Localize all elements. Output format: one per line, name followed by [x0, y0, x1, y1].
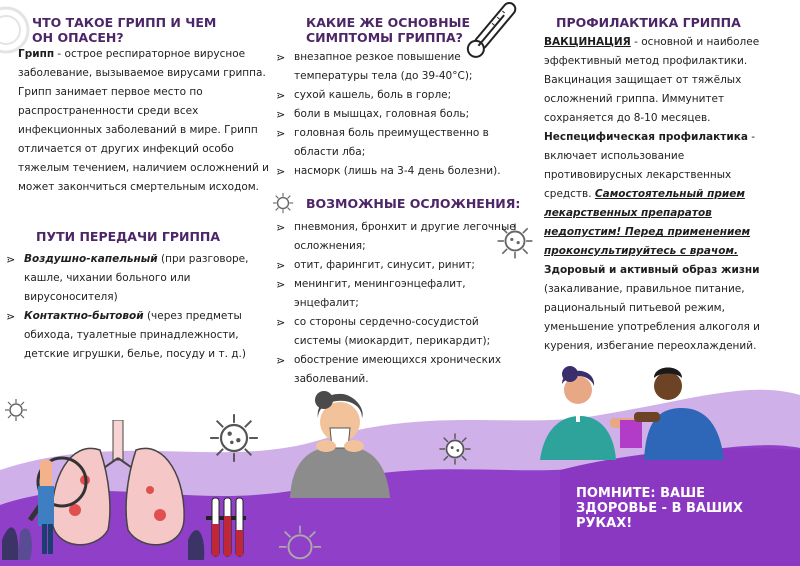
what-is-flu-heading: ЧТО ТАКОЕ ГРИПП И ЧЕМ ОН ОПАСЕН? — [32, 15, 217, 45]
arrow-bullet-icon: ⋗ — [276, 108, 286, 121]
flu-term: Грипп — [18, 48, 55, 60]
arrow-bullet-icon: ⋗ — [6, 310, 16, 323]
footer-slogan: ПОМНИТЕ: ВАШЕ ЗДОРОВЬЕ - В ВАШИХ РУКАХ! — [576, 486, 743, 531]
virus-icon — [272, 520, 328, 566]
transmission-text: (при разговоре, кашле, чихании больного или вирусоносителя) — [24, 253, 249, 303]
list-item: ⋗ со стороны сердечно-сосудистой системы (миокардит, перикардит); — [276, 313, 528, 351]
nonspecific-term: Неспецифическая профилактика — [544, 131, 748, 143]
lungs-illustration — [0, 420, 250, 566]
transmission-text: (через предметы обихода, туалетные принадлежности, детские игрушки, белье, посуду и т. д.) — [24, 310, 246, 360]
list-item: ⋗ головная боль преимущественно в области лба; — [276, 124, 528, 162]
arrow-bullet-icon: ⋗ — [276, 316, 286, 329]
arrow-bullet-icon: ⋗ — [276, 354, 286, 367]
prevention-text — [544, 33, 780, 356]
arrow-bullet-icon: ⋗ — [276, 89, 286, 102]
list-item: ⋗ боли в мышцах, головная боль; — [276, 105, 528, 124]
prevention-heading: ПРОФИЛАКТИКА ГРИППА — [556, 15, 741, 30]
vaccination-term: ВАКЦИНАЦИЯ — [544, 36, 631, 48]
nonspecific-text: - включает использование противовирусных лекарственных средств. — [544, 131, 756, 200]
list-item — [6, 250, 270, 307]
list-item: ⋗ обострение имеющихся хронических заболеваний. — [276, 351, 528, 389]
list-item: ⋗ насморк (лишь на 3-4 день болезни). — [276, 162, 528, 181]
complications-heading: ВОЗМОЖНЫЕ ОСЛОЖНЕНИЯ: — [306, 196, 521, 211]
transmission-term: Воздушно-капельный — [24, 253, 158, 265]
arrow-bullet-icon: ⋗ — [276, 127, 286, 140]
flu-definition: - острое респираторное вирусное заболевание, вызываемое вирусами гриппа. Грипп занимает первое место по распространенности среди всех инфекционных заболеваний в мире. Грипп отличается от других инфекций особо тяжелым течением, наличием осложнений и может закончиться смертельным исходом. — [18, 48, 269, 193]
list-item: ⋗ отит, фарингит, синусит, ринит; — [276, 256, 528, 275]
complications-list — [276, 218, 528, 389]
healthy-lifestyle-text: (закаливание, правильное питание, рациональный питьевой режим, уменьшение употребления алкоголя и курения, избегание переохлаждений. — [544, 283, 760, 352]
vaccination-text: - основной и наиболее эффективный метод профилактики. Вакцинация защищает от тяжёлых осложнений гриппа. Иммунитет сохраняется до 8-10 месяцев. — [544, 36, 760, 124]
transmission-term: Контактно-бытовой — [24, 310, 144, 322]
symptoms-list — [276, 48, 528, 181]
sick-person-illustration — [282, 388, 400, 498]
symptoms-heading: КАКИЕ ЖЕ ОСНОВНЫЕ СИМПТОМЫ ГРИППА? — [306, 15, 471, 45]
transmission-heading: ПУТИ ПЕРЕДАЧИ ГРИППА — [36, 229, 221, 244]
list-item: ⋗ пневмония, бронхит и другие легочные осложнения; — [276, 218, 528, 256]
arrow-bullet-icon: ⋗ — [276, 165, 286, 178]
list-item — [6, 307, 270, 364]
list-item: ⋗ менингит, менингоэнцефалит, энцефалит; — [276, 275, 528, 313]
transmission-list — [6, 250, 270, 364]
virus-icon — [438, 432, 472, 466]
arrow-bullet-icon: ⋗ — [276, 51, 286, 64]
self-medication-warning: Самостоятельный прием лекарственных препаратов недопустим! Перед применением проконсультируйтесь с врачом. — [544, 188, 751, 257]
arrow-bullet-icon: ⋗ — [276, 278, 286, 291]
arrow-bullet-icon: ⋗ — [276, 259, 286, 272]
what-is-flu-text — [18, 45, 270, 197]
virus-icon — [4, 398, 28, 422]
vaccination-illustration — [540, 360, 730, 460]
arrow-bullet-icon: ⋗ — [6, 253, 16, 266]
virus-icon — [272, 192, 294, 214]
healthy-lifestyle-term: Здоровый и активный образ жизни — [544, 264, 760, 276]
arrow-bullet-icon: ⋗ — [276, 221, 286, 234]
list-item: ⋗ сухой кашель, боль в горле; — [276, 86, 528, 105]
list-item: ⋗ внезапное резкое повышение температуры тела (до 39-40°С); — [276, 48, 528, 86]
